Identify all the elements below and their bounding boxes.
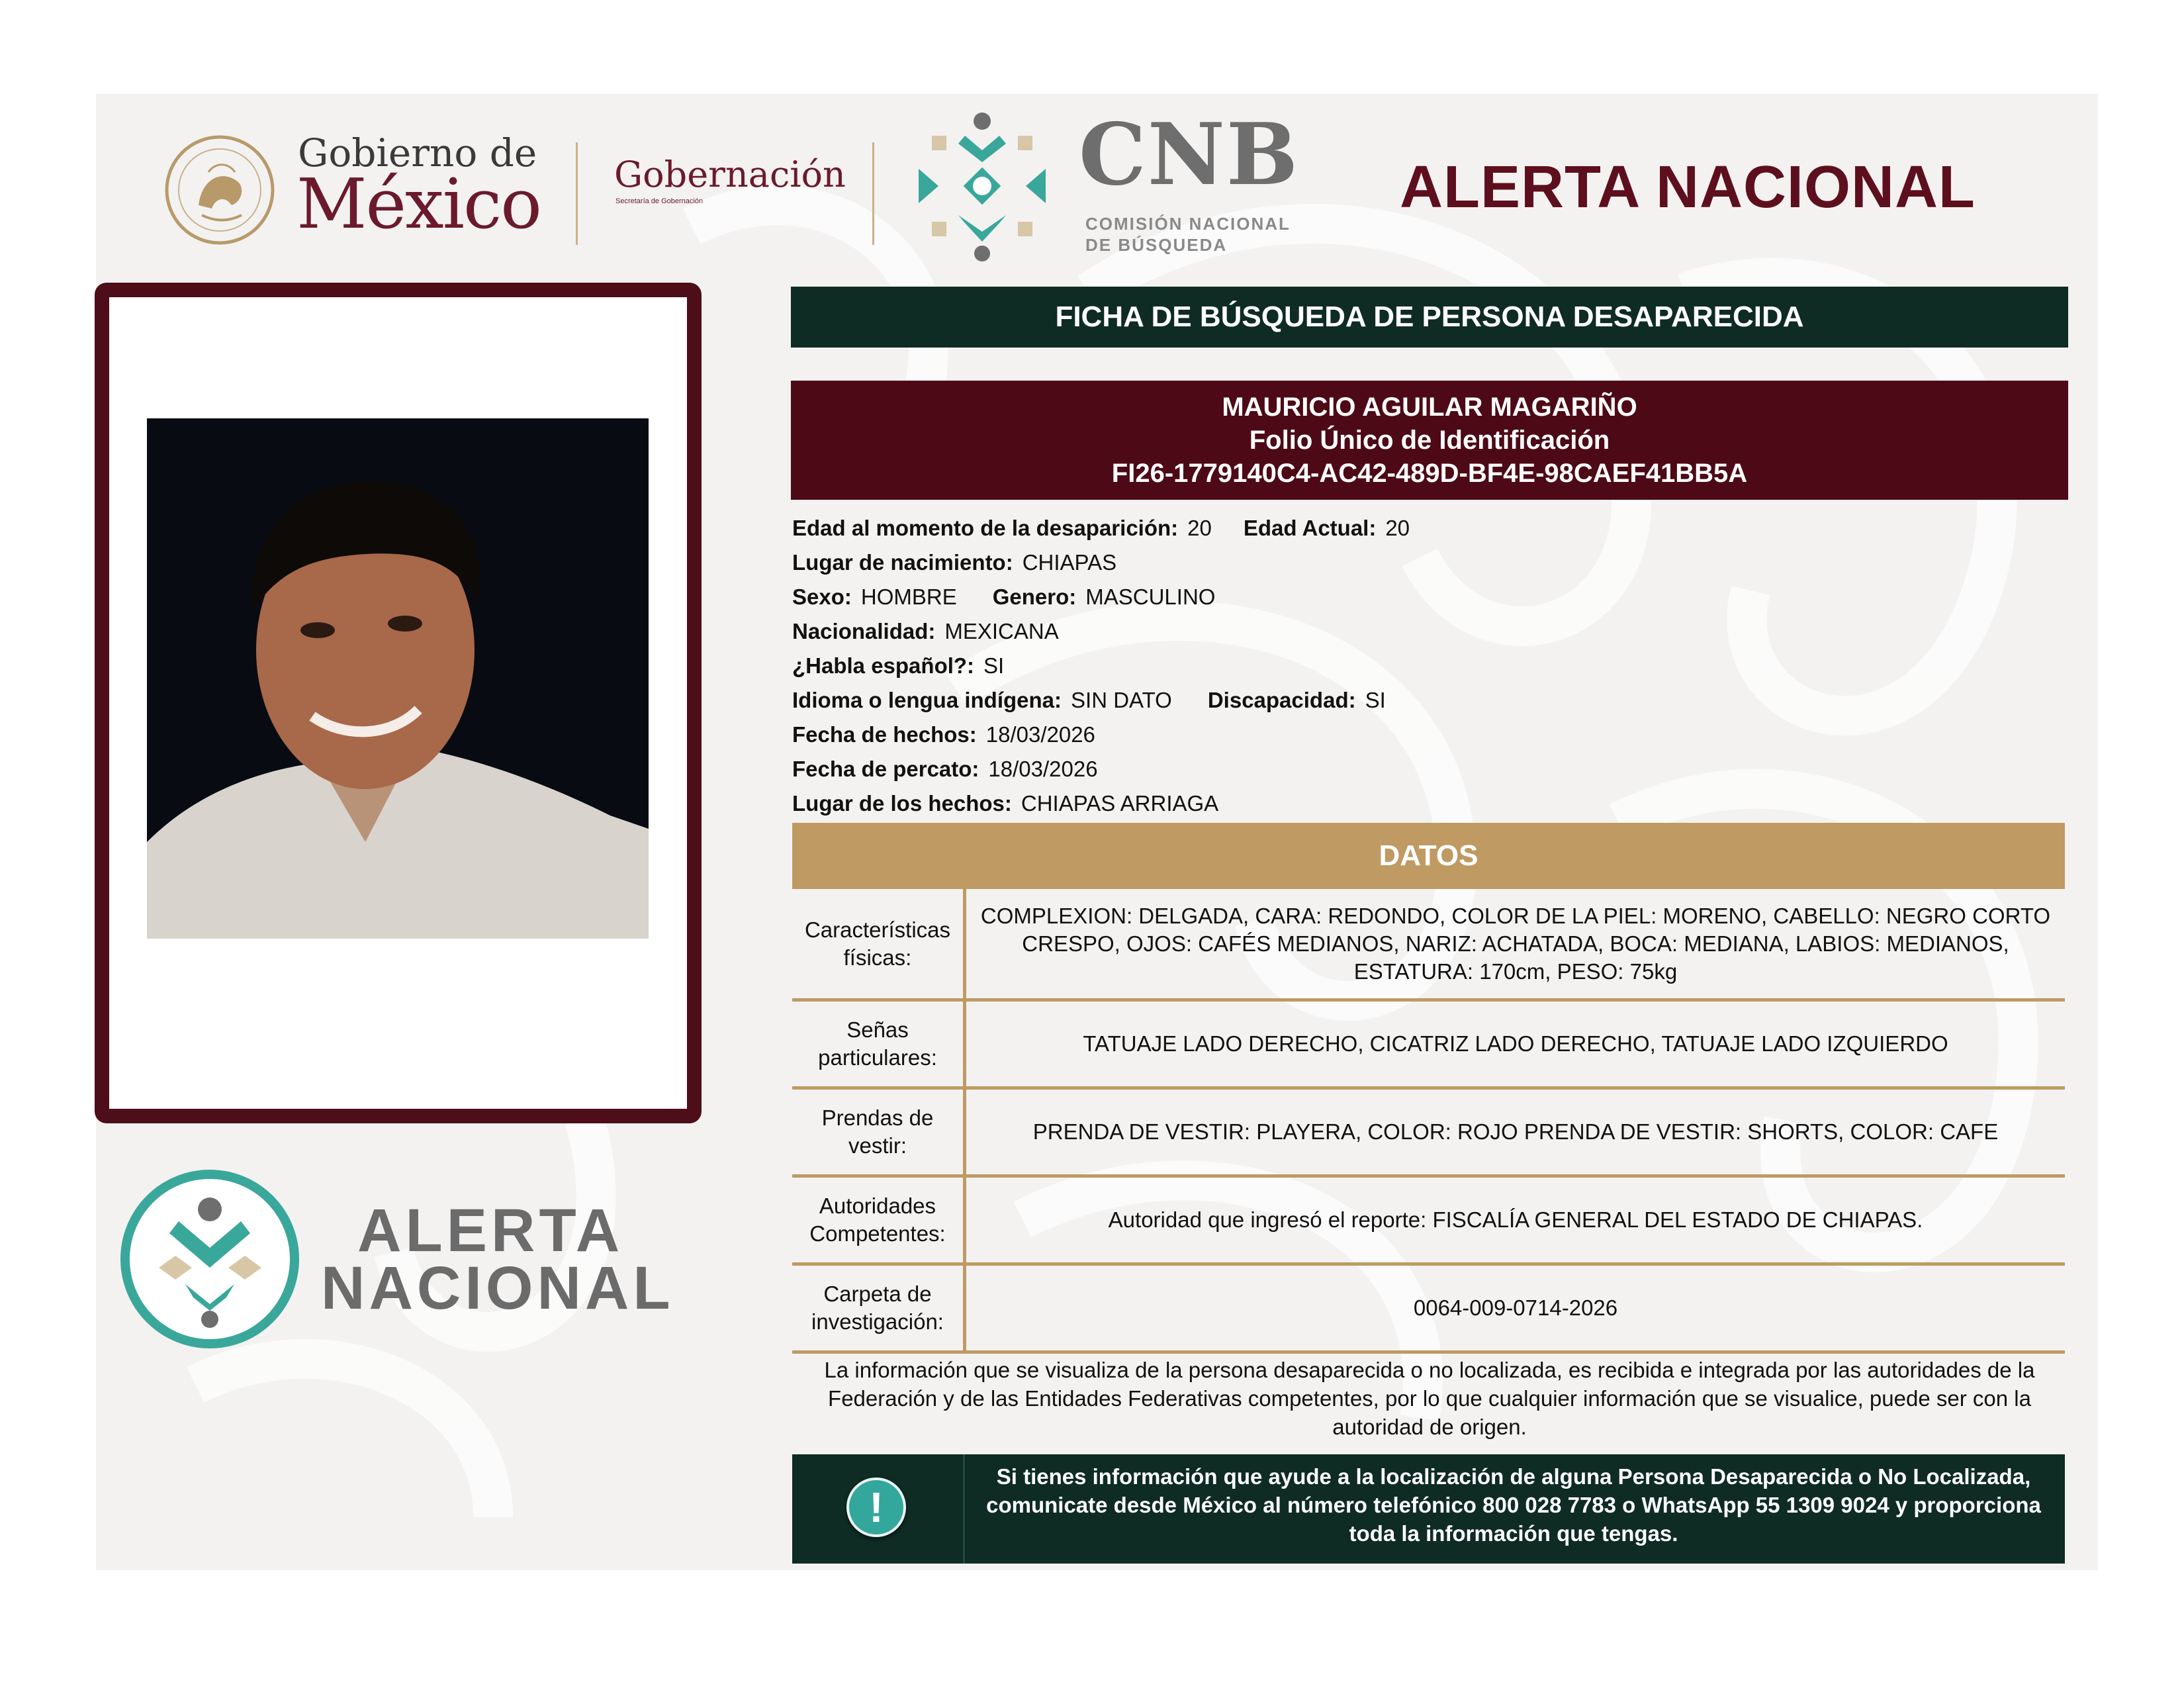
ficha-title-bar: FICHA DE BÚSQUEDA DE PERSONA DESAPARECIDA — [791, 287, 2068, 348]
datos-row-value: COMPLEXION: DELGADA, CARA: REDONDO, COLOR DE LA PIEL: MORENO, CABELLO: NEGRO CORTO CRESPO, OJOS: CAFÉS MEDIANOS, NARIZ: ACHATADA, BOCA: MEDIANA, LABIOS: MEDIANOS, ESTATURA: 170cm, PESO: 75kg — [980, 903, 2051, 984]
cnb-subtitle-line1: COMISIÓN NACIONAL — [1085, 214, 1291, 234]
info-row-nacionalidad — [792, 614, 2070, 649]
lugar-hechos-value: CHIAPAS ARRIAGA — [1021, 791, 1219, 816]
fecha-hechos-value: 18/03/2026 — [985, 722, 1095, 747]
contact-callout — [792, 1454, 2065, 1564]
alerta-nacional-title: ALERTA NACIONAL — [1400, 154, 1976, 220]
cnb-subtitle — [1085, 213, 1291, 256]
datos-row-label — [792, 1178, 966, 1262]
nacionalidad-label: Nacionalidad: — [792, 619, 936, 643]
datos-row-caracteristicas — [792, 889, 2065, 1002]
info-row-habla — [792, 649, 2070, 683]
datos-label-line2: vestir: — [848, 1133, 907, 1158]
fecha-percato-value: 18/03/2026 — [988, 757, 1098, 781]
datos-label-line2: investigación: — [811, 1309, 944, 1334]
lugar-nacimiento-value: CHIAPAS — [1022, 550, 1117, 575]
datos-row-value: Autoridad que ingresó el reporte: FISCALÍA GENERAL DEL ESTADO DE CHIAPAS. — [1108, 1207, 1923, 1232]
mexico-seal-icon — [162, 132, 278, 248]
datos-row-autoridades — [792, 1178, 2065, 1266]
callout-text: Si tienes información que ayude a la localización de alguna Persona Desaparecida o No Localizada, comunicate desde México al número telefónico 800 028 7783 o WhatsApp 55 1309 9024 y proporciona toda la información que tengas. — [986, 1464, 2041, 1546]
discapacidad-value: SI — [1365, 688, 1386, 712]
gobernacion-subtext: Secretaría de Gobernación — [615, 197, 704, 205]
nacionalidad-value: MEXICANA — [944, 619, 1059, 643]
info-row-edad — [792, 511, 2070, 545]
datos-label-line1: Carpeta de — [823, 1282, 932, 1306]
datos-label-line1: Características — [804, 917, 951, 942]
sexo-label: Sexo: — [792, 585, 852, 609]
datos-row-label — [792, 1090, 966, 1174]
person-portrait-image — [147, 418, 649, 939]
discapacidad-label: Discapacidad: — [1207, 688, 1356, 712]
genero-label: Genero: — [992, 585, 1077, 609]
cnb-subtitle-line2: DE BÚSQUEDA — [1085, 235, 1228, 255]
datos-row-label — [792, 1002, 966, 1086]
datos-header: DATOS — [792, 823, 2065, 889]
lugar-nacimiento-label: Lugar de nacimiento: — [792, 550, 1013, 575]
gobernacion-logo-text: Gobernación — [614, 154, 846, 195]
alerta-nacional-emblem-icon — [119, 1168, 301, 1350]
cnb-emblem-icon — [905, 109, 1059, 263]
datos-label-line1: Señas — [846, 1017, 909, 1042]
gobierno-line2: México — [296, 164, 541, 244]
datos-label-line2: físicas: — [843, 945, 912, 970]
person-name: MAURICIO AGUILAR MAGARIÑO — [1222, 393, 1637, 422]
info-row-lugar-hechos — [792, 786, 2070, 821]
person-photo — [147, 418, 649, 939]
fecha-hechos-label: Fecha de hechos: — [792, 722, 977, 747]
info-row-sexo — [792, 580, 2070, 614]
gobierno-line1: Gobierno de — [298, 130, 537, 175]
datos-label-line1: Prendas de — [821, 1105, 934, 1130]
person-name-block — [791, 381, 2068, 500]
alerta-logo-line2: NACIONAL — [321, 1254, 674, 1322]
person-info-list — [792, 511, 2070, 821]
datos-row-label — [792, 889, 966, 998]
lugar-hechos-label: Lugar de los hechos: — [792, 791, 1012, 816]
datos-label-line2: particulares: — [818, 1045, 937, 1070]
gobierno-mexico-logo — [162, 129, 559, 248]
edad-actual-label: Edad Actual: — [1243, 516, 1377, 540]
cnb-title: CNB — [1079, 105, 1300, 205]
idioma-label: Idioma o lengua indígena: — [792, 688, 1062, 712]
folio-value: FI26-1779140C4-AC42-489D-BF4E-98CAEF41BB5A — [1111, 459, 1748, 488]
datos-row-senas — [792, 1002, 2065, 1090]
callout-icon-cell — [792, 1454, 965, 1564]
edad-desaparicion-label: Edad al momento de la desaparición: — [792, 516, 1179, 540]
info-row-fecha-percato — [792, 752, 2070, 786]
sexo-value: HOMBRE — [860, 585, 957, 609]
habla-value: SI — [983, 653, 1005, 678]
idioma-value: SIN DATO — [1071, 688, 1172, 712]
fecha-percato-label: Fecha de percato: — [792, 757, 979, 781]
info-row-fecha-hechos — [792, 718, 2070, 752]
folio-label: Folio Único de Identificación — [1249, 426, 1610, 455]
header-divider — [872, 142, 874, 245]
datos-row-value: 0064-009-0714-2026 — [1413, 1295, 1618, 1320]
edad-desaparicion-value: 20 — [1187, 516, 1212, 540]
info-row-idioma — [792, 683, 2070, 718]
datos-row-prendas — [792, 1090, 2065, 1178]
datos-row-label — [792, 1266, 966, 1350]
datos-row-carpeta — [792, 1266, 2065, 1354]
genero-value: MASCULINO — [1085, 585, 1216, 609]
datos-row-value: TATUAJE LADO DERECHO, CICATRIZ LADO DERECHO, TATUAJE LADO IZQUIERDO — [1083, 1031, 1948, 1056]
info-row-lugar-nacimiento — [792, 545, 2070, 580]
datos-table — [792, 889, 2065, 1354]
datos-label-line2: Competentes: — [809, 1221, 946, 1246]
datos-row-value: PRENDA DE VESTIR: PLAYERA, COLOR: ROJO PRENDA DE VESTIR: SHORTS, COLOR: CAFE — [1032, 1119, 1999, 1144]
header-divider — [576, 142, 578, 245]
disclaimer-text: La información que se visualiza de la persona desaparecida o no localizada, es recibida e integrada por las autoridades de la Federación y de las Entidades Federativas competentes, por lo que cualquier información que se visualice, puede ser con la autoridad de origen. — [824, 1358, 2035, 1439]
exclamation-icon: ! — [846, 1477, 906, 1537]
datos-label-line1: Autoridades — [819, 1194, 936, 1218]
edad-actual-value: 20 — [1385, 516, 1410, 540]
alerta-logo-line1: ALERTA — [357, 1197, 624, 1264]
habla-label: ¿Habla español?: — [792, 653, 975, 678]
